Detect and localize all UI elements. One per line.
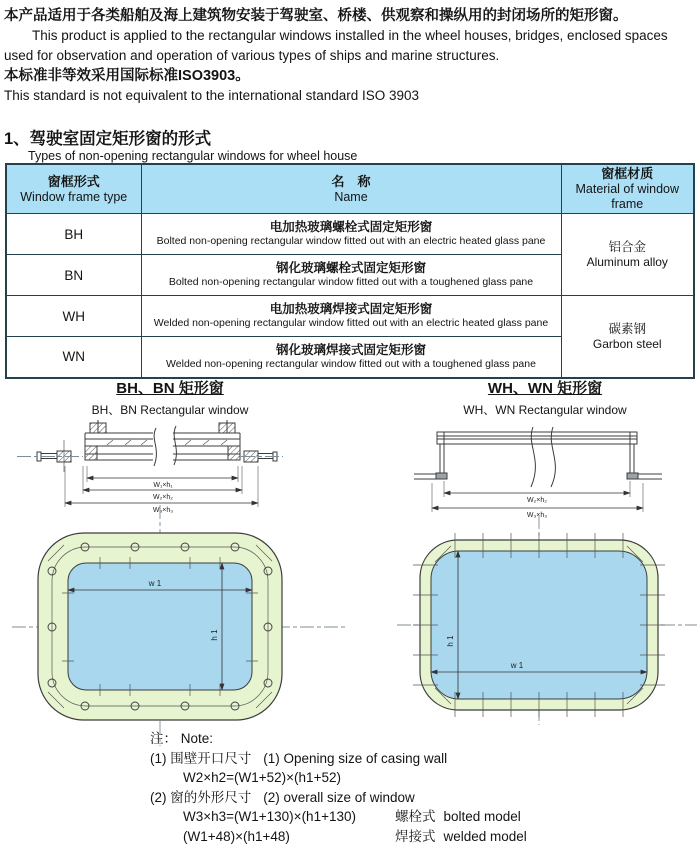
- header-frame-type: 窗框形式 Window frame type: [6, 164, 141, 214]
- name-bn: 钢化玻璃螺栓式固定矩形窗 Bolted non-opening rectangular window fitted out with a toughened glass pane: [141, 255, 561, 296]
- material-aluminum: 铝合金 Aluminum alloy: [561, 214, 694, 296]
- section-subtitle: Types of non-opening rectangular windows for wheel house: [28, 149, 358, 163]
- note-1-zh: (1) 围壁开口尺寸: [150, 750, 252, 766]
- type-wn: WN: [6, 337, 141, 378]
- note-2: [150, 788, 527, 808]
- type-bn: BN: [6, 255, 141, 296]
- bolted-tag-zh: 螺栓式: [395, 809, 436, 824]
- name-bh: 电加热玻璃螺栓式固定矩形窗 Bolted non-opening rectangular window fitted out with an electric heated glass pane: [141, 214, 561, 255]
- intro-zh-2: 本标准非等效采用国际标准ISO3903。: [4, 68, 250, 84]
- intro-block: [4, 6, 696, 106]
- note-2-en: (2) overall size of window: [263, 789, 415, 805]
- note-1-en: (1) Opening size of casing wall: [263, 750, 448, 766]
- welded-front-view-diagram: [395, 513, 700, 728]
- note-2-formula-welded: (W1+48)×(h1+48): [183, 828, 290, 844]
- note-2-zh: (2) 窗的外形尺寸: [150, 789, 252, 805]
- type-bh: BH: [6, 214, 141, 255]
- note-2-welded-line: [183, 827, 527, 847]
- material-carbon-steel: 碳素钢 Garbon steel: [561, 296, 694, 378]
- intro-en-1: This product is applied to the rectangular windows installed in the wheel houses, bridges, enclosed spaces used for observation and operation of various types of ships and marine structures.: [4, 28, 668, 63]
- table-row-bh: [6, 214, 694, 255]
- dim-label-front-h1: h 1: [446, 635, 455, 647]
- dim-label-w2h2: W₂×h₂: [152, 494, 174, 501]
- note-2-bolted-line: [183, 807, 527, 827]
- notes-block: [150, 729, 527, 846]
- diagram-title-bolted: BH、BN 矩形窗 BH、BN Rectangular window: [91, 380, 249, 417]
- note-1: [150, 749, 527, 769]
- header-name: 名 称 Name: [141, 164, 561, 214]
- window-type-table: [5, 163, 695, 379]
- notes-label: 注： Note:: [150, 731, 214, 746]
- welded-tag-zh: 焊接式: [395, 828, 436, 844]
- name-wn: 钢化玻璃焊接式固定矩形窗 Welded non-opening rectangular window fitted out with a toughened glass pane: [141, 337, 561, 378]
- glass-pane: [431, 551, 647, 699]
- note-2-formula-bolted: W3×h3=(W1+130)×(h1+130): [183, 809, 356, 824]
- intro-zh-1: 本产品适用于各类船舶及海上建筑物安装于驾驶室、桥楼、供观察和操纵用的封闭场所的矩形窗。: [4, 8, 628, 24]
- note-1-formula: W2×h2=(W1+52)×(h1+52): [183, 770, 341, 785]
- intro-en-2: This standard is not equivalent to the international standard ISO 3903: [4, 88, 420, 103]
- table-header-row: [6, 164, 694, 214]
- section-title: 1、驾驶室固定矩形窗的形式: [4, 130, 212, 148]
- dim-label-w3h3: W₃×h₃: [152, 507, 174, 514]
- bolted-tag-en: bolted model: [443, 809, 521, 824]
- dim-label-front-h1: h 1: [210, 629, 219, 641]
- dim-label-w2h2-welded: W₂×h₂: [526, 497, 548, 504]
- welded-cross-section-diagram: [400, 425, 690, 525]
- type-wh: WH: [6, 296, 141, 337]
- dim-label-front-w1: w 1: [510, 661, 524, 670]
- welded-tag-en: welded model: [443, 828, 527, 844]
- bolted-front-view-diagram: [10, 503, 350, 748]
- table-row-wh: [6, 296, 694, 337]
- dim-label-w1h1: W₁×h₁: [153, 482, 173, 489]
- diagram-title-welded: WH、WN 矩形窗 WH、WN Rectangular window: [463, 380, 627, 417]
- dim-label-w3h3-welded: W₃×h₃: [526, 512, 548, 519]
- header-material: 窗框材质 Material of window frame: [561, 164, 694, 214]
- name-wh: 电加热玻璃焊接式固定矩形窗 Welded non-opening rectangular window fitted out with an electric heated glass pane: [141, 296, 561, 337]
- dim-label-front-w1: w 1: [148, 579, 162, 588]
